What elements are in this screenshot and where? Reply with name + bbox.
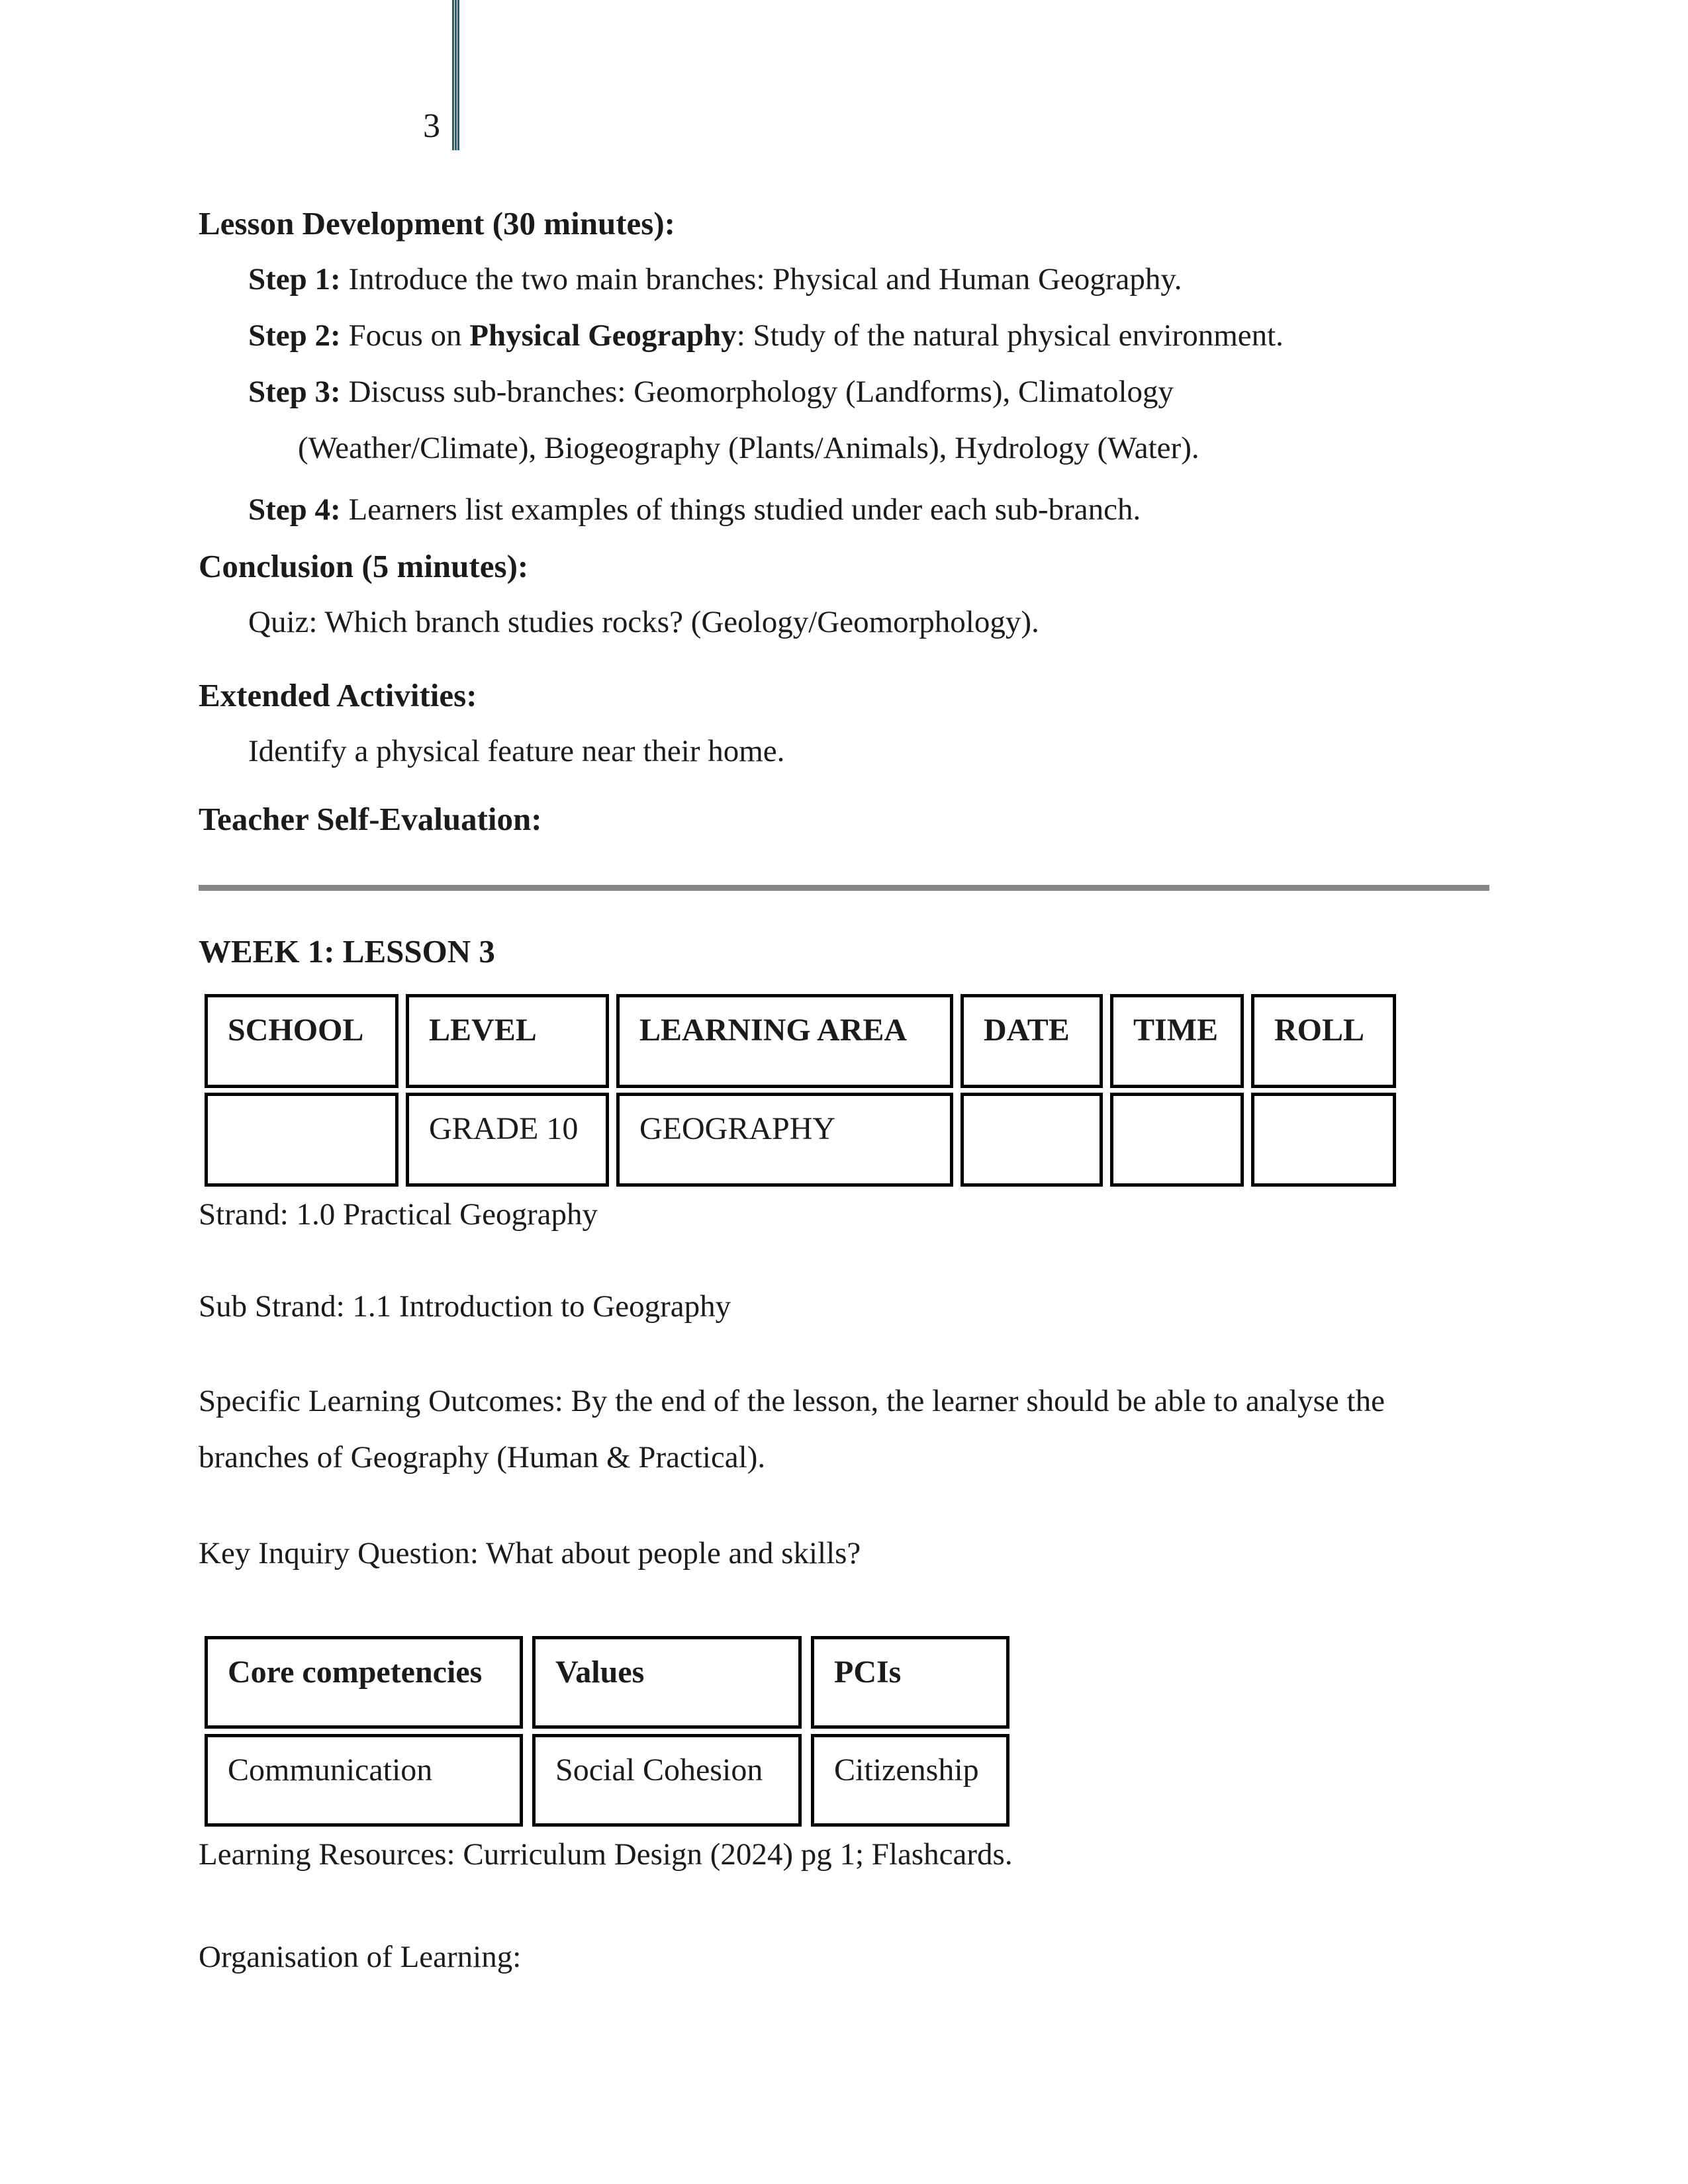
step-4: [199, 482, 1489, 538]
document-content: [199, 0, 1489, 1985]
competency-header-pcis: PCIs: [811, 1636, 1009, 1729]
step-1-label: Step 1:: [248, 262, 341, 296]
week-lesson-heading: WEEK 1: LESSON 3: [199, 933, 495, 970]
lesson-info-table: [199, 994, 1489, 1187]
lesson-info-table-value-row: [205, 1093, 1489, 1187]
conclusion-quiz-text: Quiz: Which branch studies rocks? (Geology/Geomorphology).: [248, 605, 1039, 639]
info-cell-time: [1110, 1093, 1244, 1187]
competency-header-values: Values: [532, 1636, 802, 1729]
competency-cell-core: Communication: [205, 1734, 523, 1827]
step-2-label: Step 2:: [248, 318, 341, 353]
step-4-text: Learners list examples of things studied under each sub-branch.: [348, 492, 1141, 527]
step-3-label: Step 3:: [248, 375, 341, 409]
competency-table-header-row: [205, 1636, 1489, 1729]
info-cell-roll: [1251, 1093, 1396, 1187]
conclusion-heading: Conclusion (5 minutes):: [199, 548, 529, 584]
page-number: 3: [423, 107, 440, 145]
step-1-text: Introduce the two main branches: Physical and Human Geography.: [348, 262, 1182, 296]
lesson-development-heading: Lesson Development (30 minutes):: [199, 205, 675, 242]
step-4-label: Step 4:: [248, 492, 341, 527]
step-2-text-pre: Focus on: [348, 318, 462, 353]
info-header-level: LEVEL: [406, 994, 609, 1088]
info-cell-learning-area: GEOGRAPHY: [616, 1093, 953, 1187]
extended-activities-heading: Extended Activities:: [199, 677, 477, 713]
organisation-of-learning-text: Organisation of Learning:: [199, 1940, 522, 1974]
learning-resources-text: Learning Resources: Curriculum Design (2024) pg 1; Flashcards.: [199, 1837, 1013, 1872]
step-3-continuation: (Weather/Climate), Biogeography (Plants/Animals), Hydrology (Water).: [298, 431, 1199, 465]
step-3-text: Discuss sub-branches: Geomorphology (Landforms), Climatology: [348, 375, 1174, 409]
info-cell-school: [205, 1093, 399, 1187]
info-header-time: TIME: [1110, 994, 1244, 1088]
info-header-roll: ROLL: [1251, 994, 1396, 1088]
competency-header-core: Core competencies: [205, 1636, 523, 1729]
lesson-info-table-header-row: [205, 994, 1489, 1088]
step-1: [199, 251, 1489, 308]
specific-learning-outcomes: [199, 1373, 1489, 1486]
strand-text: Strand: 1.0 Practical Geography: [199, 1197, 598, 1232]
key-inquiry-question: Key Inquiry Question: What about people and skills?: [199, 1536, 861, 1570]
info-cell-date: [961, 1093, 1103, 1187]
step-2-text-post: : Study of the natural physical environment.: [736, 318, 1284, 353]
info-cell-level: GRADE 10: [406, 1093, 609, 1187]
outcomes-line-1: Specific Learning Outcomes: By the end of the lesson, the learner should be able to analyse the: [199, 1384, 1385, 1418]
competency-cell-pcis: Citizenship: [811, 1734, 1009, 1827]
competency-table-value-row: [205, 1734, 1489, 1827]
competency-table: [199, 1636, 1489, 1827]
sub-strand-text: Sub Strand: 1.1 Introduction to Geography: [199, 1289, 731, 1324]
section-divider: [199, 885, 1489, 891]
info-header-learning-area: LEARNING AREA: [616, 994, 953, 1088]
teacher-self-evaluation-heading: Teacher Self-Evaluation:: [199, 801, 542, 837]
info-header-school: SCHOOL: [205, 994, 399, 1088]
step-2-text-bold: Physical Geography: [469, 318, 737, 353]
info-header-date: DATE: [961, 994, 1103, 1088]
step-3: [199, 364, 1489, 420]
extended-activities-text: Identify a physical feature near their home.: [248, 734, 785, 768]
competency-cell-values: Social Cohesion: [532, 1734, 802, 1827]
outcomes-line-2: branches of Geography (Human & Practical).: [199, 1440, 766, 1475]
step-2: [199, 308, 1489, 364]
